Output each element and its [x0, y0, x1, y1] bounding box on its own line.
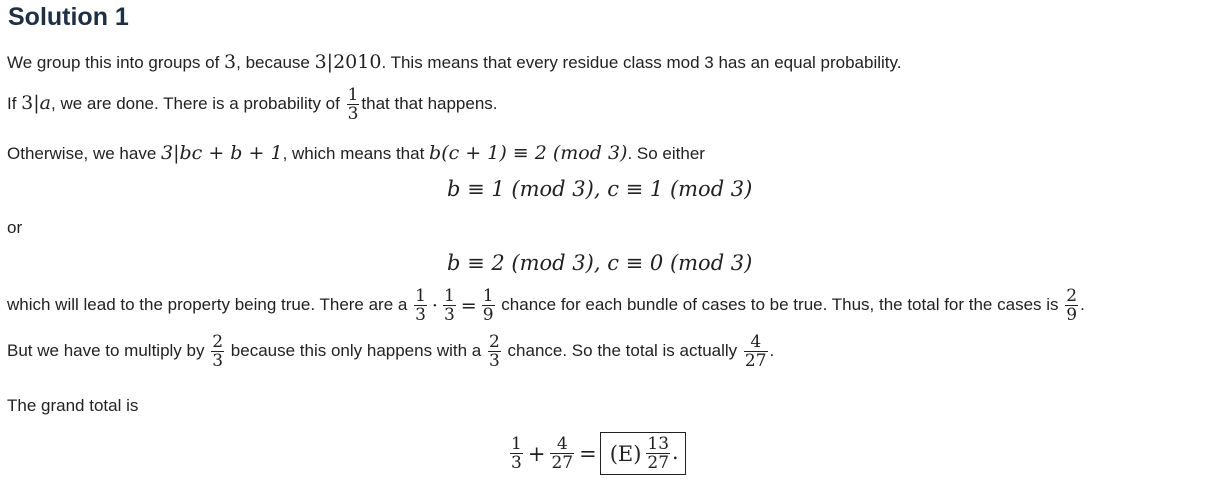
math-3: 3 [224, 51, 237, 73]
text: which will lead to the property being true. There are a [7, 294, 408, 314]
fraction [482, 287, 495, 324]
denominator: 3 [443, 305, 455, 325]
text: chance for each bundle of cases to be true. Thus, the total for the cases is [501, 294, 1059, 314]
denominator: 9 [482, 305, 494, 325]
paragraph-bundles [7, 287, 1085, 324]
fraction [646, 435, 670, 472]
text: . [1080, 294, 1085, 314]
numerator: 1 [482, 286, 494, 306]
text: that that happens. [361, 93, 498, 113]
numerator: 2 [1066, 286, 1078, 306]
denominator: 27 [744, 351, 767, 371]
numerator: 1 [443, 286, 455, 306]
denominator: 3 [488, 351, 500, 371]
text: . So either [627, 144, 705, 163]
numerator: 1 [415, 286, 426, 306]
paragraph-grand-total: The grand total is [7, 396, 139, 415]
math-divides-expr: 3|bc + b + 1 [161, 142, 283, 164]
fraction [211, 333, 224, 370]
denominator: 3 [212, 351, 224, 371]
fraction [443, 287, 456, 324]
paragraph-case-a [7, 86, 498, 123]
answer-box [600, 432, 686, 475]
denominator: 27 [647, 453, 670, 473]
answer-label: (E) [609, 441, 642, 466]
display-equation-1: b ≡ 1 (mod 3), c ≡ 1 (mod 3) [447, 177, 753, 201]
text: But we have to multiply by [7, 340, 205, 360]
denominator: 3 [415, 305, 426, 325]
fraction [488, 333, 501, 370]
fraction [550, 435, 574, 472]
fraction [744, 333, 768, 370]
denominator: 27 [551, 453, 574, 473]
period: . [672, 440, 679, 464]
denominator: 3 [347, 104, 359, 124]
denominator: 9 [1066, 305, 1078, 325]
fraction [510, 435, 523, 472]
numerator: 2 [212, 332, 224, 352]
text: We group this into groups of [7, 53, 225, 72]
display-equation-2: b ≡ 2 (mod 3), c ≡ 0 (mod 3) [447, 251, 753, 275]
equals-operator: = [460, 294, 477, 317]
plus-operator: + [527, 441, 546, 466]
math-a: a [39, 91, 51, 114]
paragraph-multiply [7, 333, 774, 370]
text: because this only happens with a [230, 340, 482, 360]
text: , which means that [282, 144, 430, 163]
numerator: 1 [511, 434, 522, 454]
text: Otherwise, we have [7, 144, 162, 163]
denominator: 3 [511, 453, 522, 473]
fraction [414, 287, 427, 324]
numerator: 4 [556, 434, 568, 454]
solution-title: Solution 1 [8, 3, 129, 31]
math-3-divides: 3| [21, 91, 40, 114]
numerator: 1 [347, 85, 359, 105]
numerator: 13 [647, 434, 670, 454]
fraction [1065, 287, 1078, 324]
paragraph-groups [7, 51, 901, 73]
numerator: 4 [750, 332, 762, 352]
text: . [769, 340, 775, 360]
paragraph-otherwise [7, 142, 705, 164]
equals-operator: = [579, 441, 597, 466]
text: . This means that every residue class mod 3 has an equal probability. [381, 53, 902, 72]
math-divides: 3|2010 [314, 51, 382, 73]
text: chance. So the total is actually [507, 340, 738, 360]
text: If [7, 93, 22, 113]
numerator: 2 [488, 332, 500, 352]
or-text: or [7, 218, 23, 237]
fraction-one-third [347, 86, 360, 123]
text: , we are done. There is a probability of [51, 93, 345, 113]
math-congruence: b(c + 1) ≡ 2 (mod 3) [429, 142, 628, 164]
dot-operator: · [431, 294, 438, 317]
text: , because [236, 53, 315, 72]
final-equation [508, 432, 686, 475]
